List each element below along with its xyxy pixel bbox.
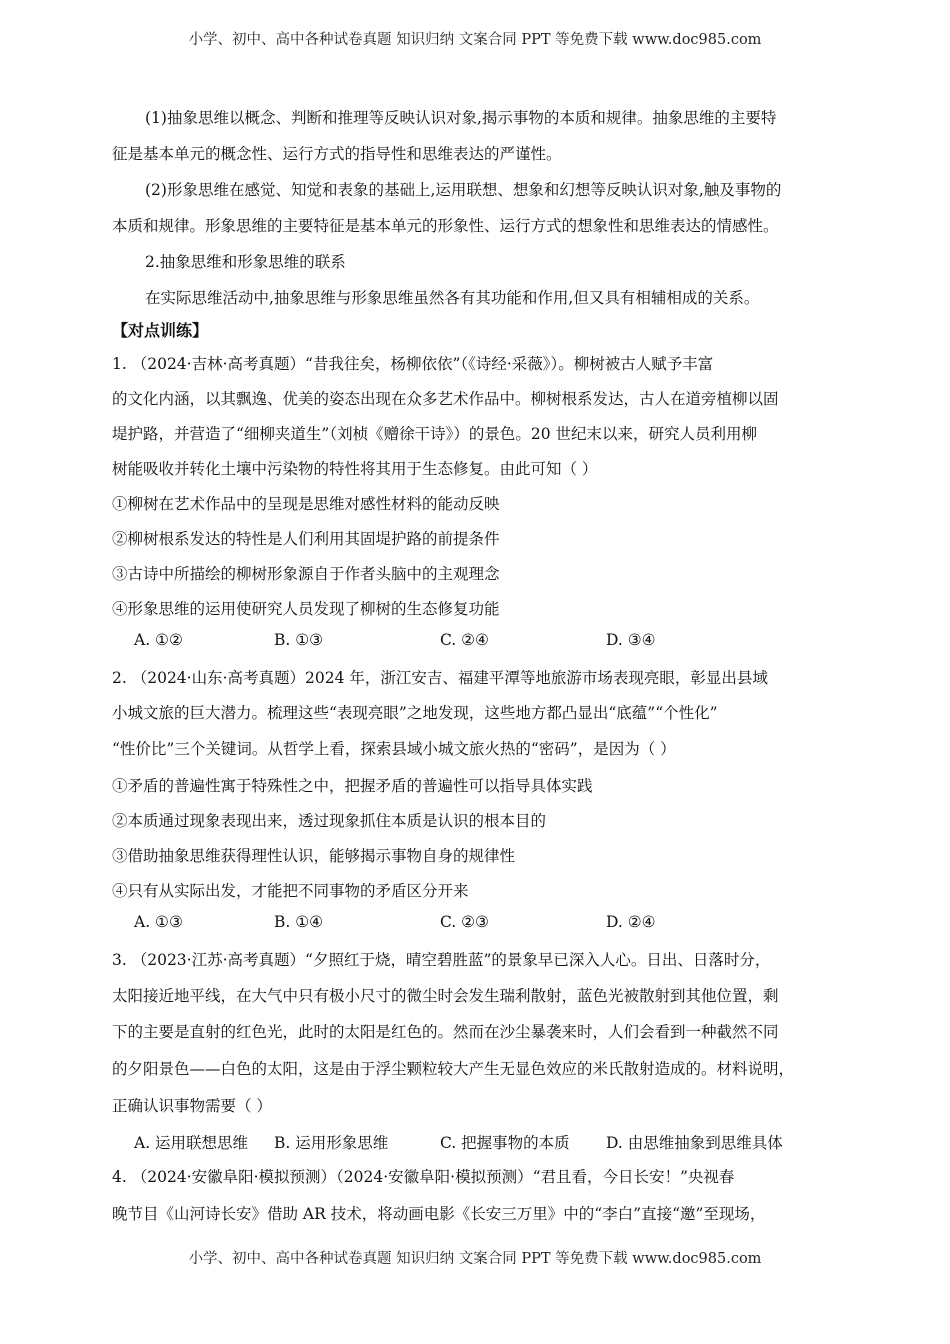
q1-option-a[interactable]: A. ①② (134, 631, 183, 649)
q1-line: 的文化内涵，以其飘逸、优美的姿态出现在众多艺术作品中。柳树根系发达，古人在道旁植柳以固 (112, 390, 779, 408)
intro-p3: 2.抽象思维和形象思维的联系 (145, 253, 346, 271)
q1-line: 堤护路，并营造了“细柳夹道生”（刘桢《赠徐干诗》）的景色。20 世纪末以来，研究人员利用柳 (112, 425, 758, 443)
intro-p1-line1: (1)抽象思维以概念、判断和推理等反映认识对象,揭示事物的本质和规律。抽象思维的主要特 (145, 109, 777, 127)
q1-item: ①柳树在艺术作品中的呈现是思维对感性材料的能动反映 (112, 495, 500, 513)
q1-item: ③古诗中所描绘的柳树形象源自于作者头脑中的主观理念 (112, 565, 500, 583)
q2-line: 小城文旅的巨大潜力。梳理这些“表现亮眼”之地发现，这些地方都凸显出“底蕴”“个性化” (112, 704, 718, 722)
page-header: 小学、初中、高中各种试卷真题 知识归纳 文案合同 PPT 等免费下载 www.doc985.com (188, 32, 762, 48)
q1-item: ④形象思维的运用使研究人员发现了柳树的生态修复功能 (112, 600, 500, 618)
q3-line: 的夕阳景色——白色的太阳，这是由于浮尘颗粒较大产生无显色效应的米氏散射造成的。材料说明， (112, 1060, 795, 1078)
q3-line: 下的主要是直射的红色光，此时的太阳是红色的。然而在沙尘暴袭来时，人们会看到一种截然不同 (112, 1023, 779, 1041)
q1-line: 树能吸收并转化土壤中污染物的特性将其用于生态修复。由此可知（ ） (112, 460, 598, 478)
q1-option-c[interactable]: C. ②④ (440, 631, 489, 649)
intro-p4: 在实际思维活动中,抽象思维与形象思维虽然各有其功能和作用,但又具有相辅相成的关系。 (145, 289, 760, 307)
q3-option-a[interactable]: A. 运用联想思维 (134, 1134, 249, 1152)
q1-option-d[interactable]: D. ③④ (606, 631, 656, 649)
q2-option-c[interactable]: C. ②③ (440, 913, 489, 931)
q3-option-b[interactable]: B. 运用形象思维 (274, 1134, 389, 1152)
section-title: 【对点训练】 (112, 321, 209, 340)
intro-p2-line1: (2)形象思维在感觉、知觉和表象的基础上,运用联想、想象和幻想等反映认识对象,触及事物的 (145, 181, 782, 199)
q2-line: 2. （2024·山东·高考真题）2024 年，浙江安吉、福建平潭等地旅游市场表现亮眼，彰显出县域 (112, 669, 768, 687)
q3-option-d[interactable]: D. 由思维抽象到思维具体 (606, 1134, 783, 1152)
q3-option-c[interactable]: C. 把握事物的本质 (440, 1134, 570, 1152)
q2-item: ④只有从实际出发，才能把不同事物的矛盾区分开来 (112, 882, 469, 900)
q4-line: 晚节目《山河诗长安》借助 AR 技术，将动画电影《长安三万里》中的“李白”直接“邀”至现场， (112, 1205, 766, 1223)
q1-option-b[interactable]: B. ①③ (274, 631, 324, 649)
page-footer: 小学、初中、高中各种试卷真题 知识归纳 文案合同 PPT 等免费下载 www.doc985.com (188, 1251, 762, 1267)
q3-line: 太阳接近地平线，在大气中只有极小尺寸的微尘时会发生瑞利散射，蓝色光被散射到其他位置，剩 (112, 987, 779, 1005)
intro-p2-line2: 本质和规律。形象思维的主要特征是基本单元的形象性、运行方式的想象性和思维表达的情感性。 (112, 217, 779, 235)
q3-line: 3. （2023·江苏·高考真题）“夕照红于烧，晴空碧胜蓝”的景象早已深入人心。日出、日落时分， (112, 951, 771, 969)
intro-p1-line2: 征是基本单元的概念性、运行方式的指导性和思维表达的严谨性。 (112, 145, 562, 163)
q4-line: 4. （2024·安徽阜阳·模拟预测）（2024·安徽阜阳·模拟预测）“君且看，今日长安！”央视春 (112, 1168, 735, 1186)
q2-item: ①矛盾的普遍性寓于特殊性之中，把握矛盾的普遍性可以指导具体实践 (112, 777, 593, 795)
q2-item: ③借助抽象思维获得理性认识，能够揭示事物自身的规律性 (112, 847, 516, 865)
q2-option-d[interactable]: D. ②④ (606, 913, 656, 931)
q2-option-b[interactable]: B. ①④ (274, 913, 324, 931)
q1-item: ②柳树根系发达的特性是人们利用其固堤护路的前提条件 (112, 530, 500, 548)
q2-line: “性价比”三个关键词。从哲学上看，探索县域小城文旅火热的“密码”，是因为（ ） (112, 740, 676, 758)
q2-option-a[interactable]: A. ①③ (134, 913, 183, 931)
q1-line: 1. （2024·吉林·高考真题）“昔我往矣，杨柳依依”（《诗经·采薇》）。柳树被古人赋予丰富 (112, 355, 714, 373)
q3-line: 正确认识事物需要（ ） (112, 1097, 272, 1115)
q2-item: ②本质通过现象表现出来，透过现象抓住本质是认识的根本目的 (112, 812, 547, 830)
